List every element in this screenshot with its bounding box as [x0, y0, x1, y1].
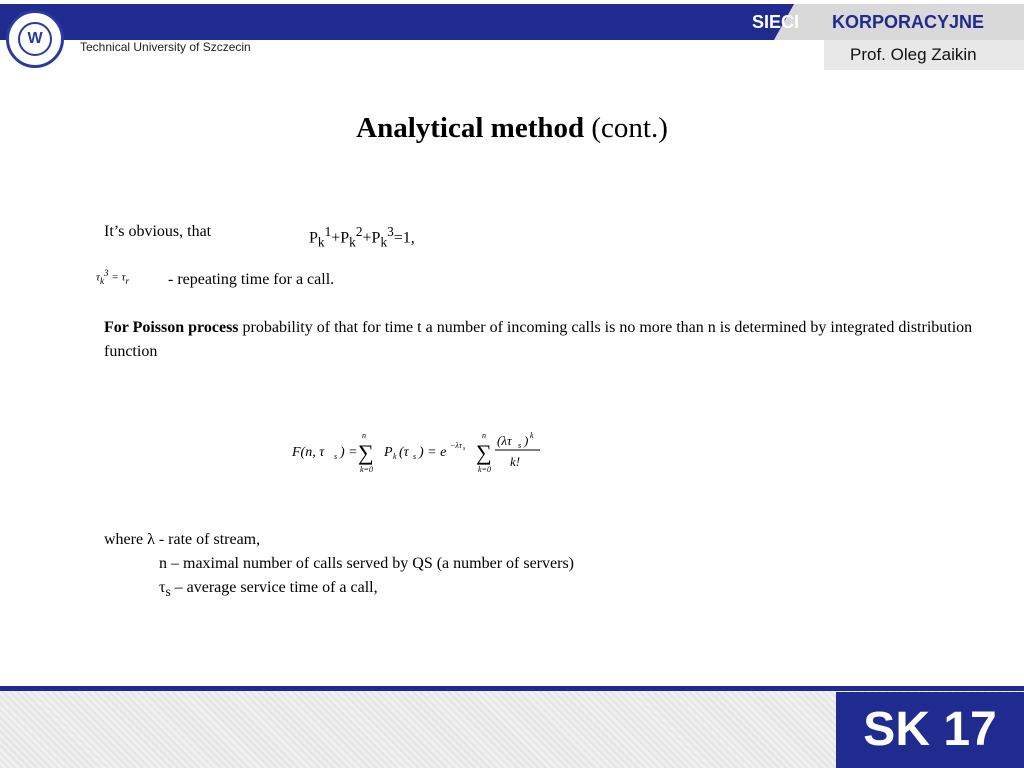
brand-sieci: SIECI: [752, 12, 800, 32]
svg-text:∑: ∑: [358, 440, 374, 465]
obvious-line: [104, 220, 211, 244]
where-line: where λ - rate of stream,: [104, 531, 261, 548]
title-bold: Analytical method: [356, 112, 585, 144]
svg-text:k: k: [530, 431, 534, 440]
repeating-time-text: - repeating time for a call.: [168, 271, 335, 288]
svg-text:) = e: ) = e: [419, 445, 447, 460]
university-logo: W: [6, 10, 64, 68]
poisson-text: probability of that for time t a number of incoming calls is no more than n is determined by integrated distribution function: [104, 319, 973, 360]
tau-formula: $\tau_k^3 = \tau_r$: [96, 268, 130, 286]
svg-text:(τ: (τ: [399, 445, 409, 460]
author-name: Prof. Oleg Zaikin: [850, 45, 977, 64]
formula-svg: [292, 428, 552, 478]
svg-text:) =: ) =: [340, 445, 358, 460]
poisson-bold: For Poisson process: [104, 319, 239, 336]
n-definition: n – maximal number of calls served by QS (a number of servers): [159, 555, 574, 572]
brand-korporacyjne: KORPORACYJNE: [832, 12, 985, 32]
svg-text:∑: ∑: [476, 440, 492, 465]
svg-text:k=0: k=0: [478, 465, 491, 474]
svg-text:n: n: [362, 431, 366, 440]
poisson-paragraph: [104, 316, 994, 364]
slide-code-box: [836, 692, 1024, 768]
slide-title: [0, 112, 1024, 145]
tau-definition: $\tau_s$ – average service time of a call,: [159, 579, 378, 600]
svg-text:): ): [524, 433, 529, 448]
svg-text:s: s: [413, 452, 417, 461]
svg-text:−λτ: −λτ: [450, 441, 462, 450]
svg-text:k!: k!: [510, 454, 521, 469]
svg-text:s: s: [334, 452, 338, 461]
svg-text:s: s: [518, 441, 522, 450]
title-rest: (cont.): [584, 112, 668, 144]
distribution-formula: [292, 428, 552, 482]
university-name: Technical University of Szczecin: [80, 40, 251, 54]
svg-text:P: P: [384, 445, 393, 460]
svg-text:F(n, τ: F(n, τ: [292, 445, 325, 460]
obvious-label: It’s obvious, that: [104, 223, 212, 240]
svg-text:k=0: k=0: [360, 465, 373, 474]
svg-text:n: n: [482, 431, 486, 440]
slide-code: SK 17: [863, 703, 997, 756]
probability-sum-formula: $P_k^1+P_k^2+P_k^3=1$,: [309, 224, 415, 250]
svg-text:(λτ: (λτ: [497, 433, 512, 448]
svg-text:s: s: [463, 446, 466, 452]
tau-definition-text: – average service time of a call,: [170, 579, 378, 596]
svg-text:k: k: [393, 452, 397, 461]
